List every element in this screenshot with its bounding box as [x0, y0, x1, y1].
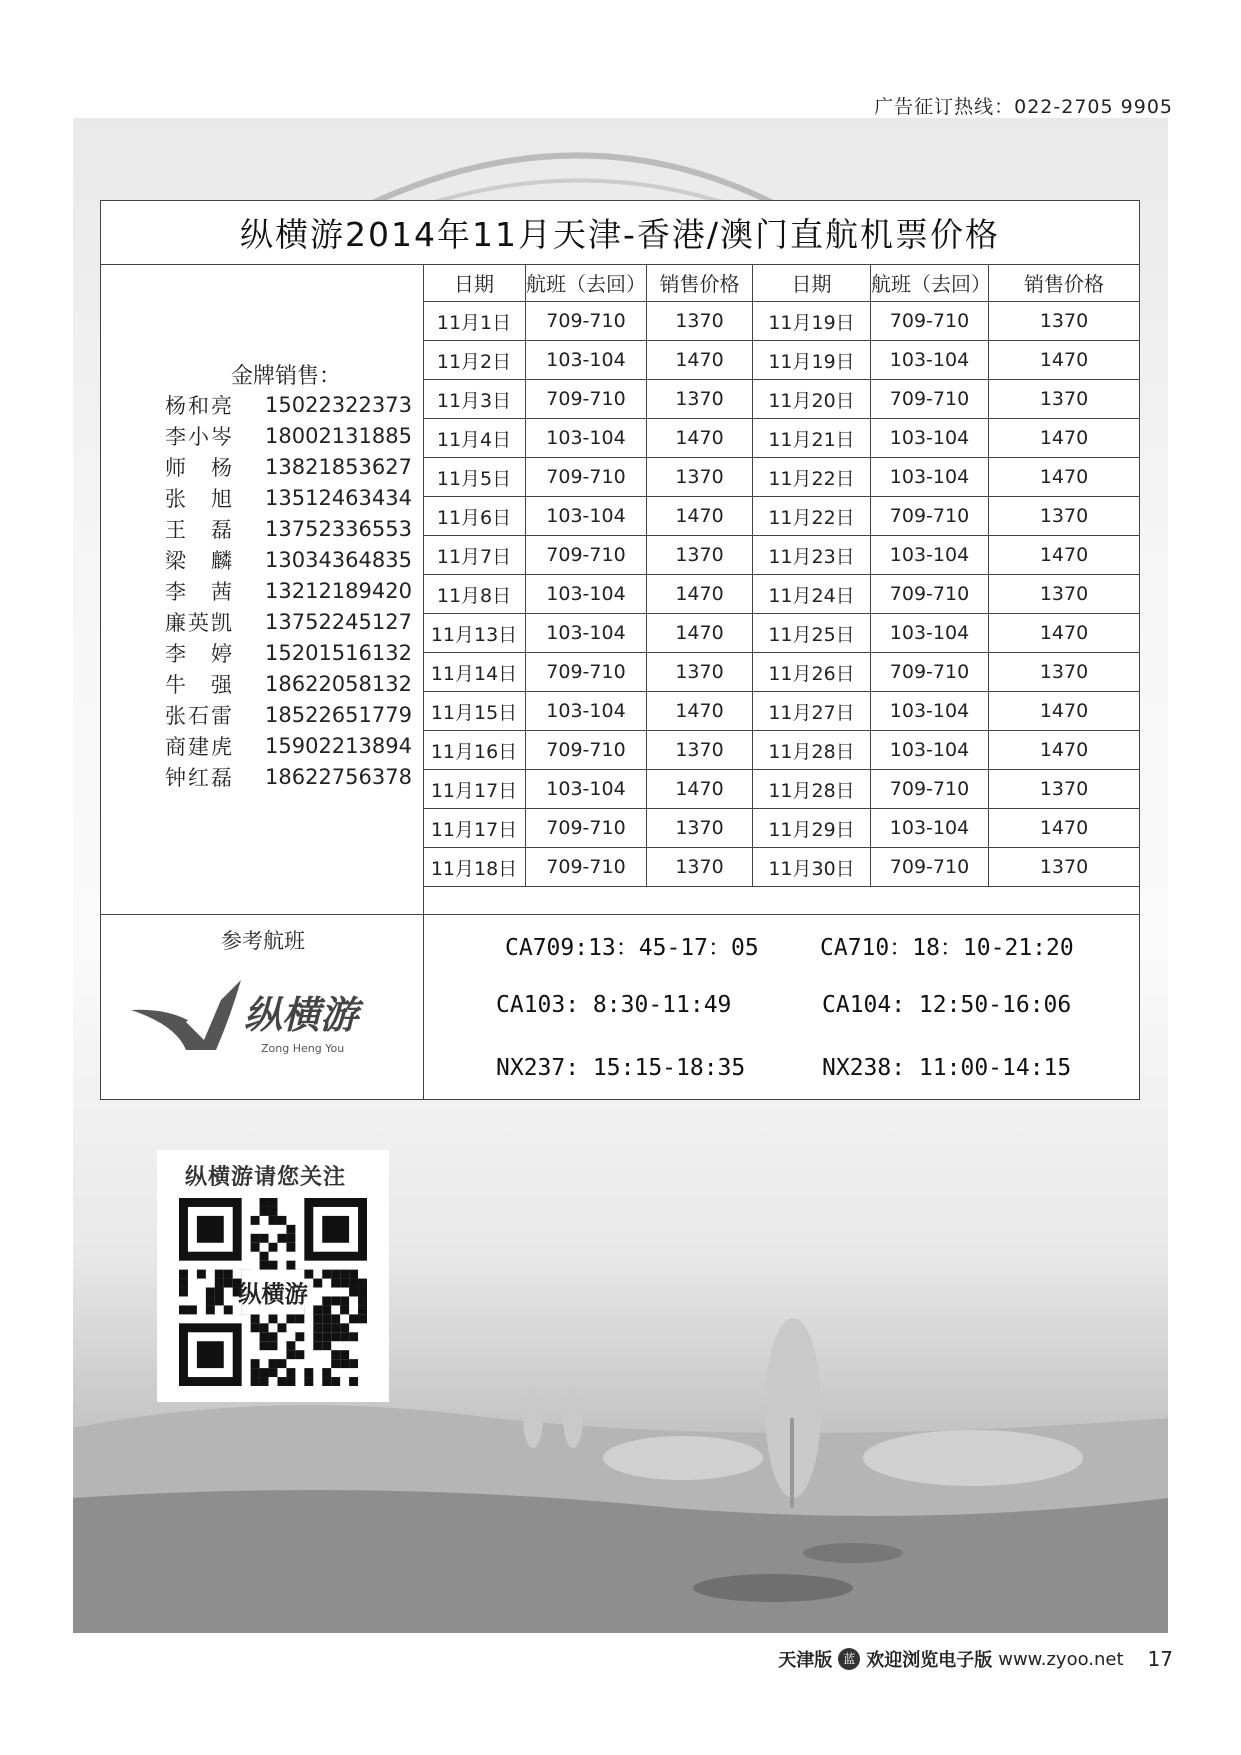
cell-date: 11月6日 — [423, 497, 526, 536]
cell-flight: 103-104 — [526, 341, 647, 380]
cell-price: 1470 — [989, 809, 1140, 848]
cell-date: 11月24日 — [753, 575, 871, 614]
col-header-flight: 航班（去回） — [526, 264, 647, 302]
cell-flight: 103-104 — [871, 809, 989, 848]
sales-phone: 15022322373 — [265, 392, 412, 417]
cell-flight: 103-104 — [871, 614, 989, 653]
table-header-row — [423, 264, 1139, 302]
cell-date: 11月16日 — [423, 731, 526, 770]
cell-price: 1370 — [647, 380, 753, 419]
sales-person — [165, 389, 412, 420]
cell-date: 11月25日 — [753, 614, 871, 653]
cell-price: 1370 — [989, 380, 1140, 419]
sales-name: 王 磊 — [165, 517, 234, 542]
cell-flight: 103-104 — [871, 731, 989, 770]
sales-name: 李 茜 — [165, 579, 234, 604]
cell-price: 1370 — [647, 653, 753, 692]
cell-date: 11月29日 — [753, 809, 871, 848]
cell-price: 1370 — [989, 575, 1140, 614]
sales-person — [165, 761, 412, 792]
footer — [778, 1646, 1173, 1672]
sales-name: 钟红磊 — [165, 765, 234, 790]
cell-date: 11月17日 — [423, 770, 526, 809]
cell-date: 11月28日 — [753, 770, 871, 809]
cell-date: 11月28日 — [753, 731, 871, 770]
cell-price: 1370 — [647, 536, 753, 575]
sales-person — [165, 637, 412, 668]
sales-person — [165, 730, 412, 761]
qr-panel — [157, 1150, 389, 1402]
sales-name: 杨和亮 — [165, 393, 234, 418]
cell-price: 1470 — [989, 341, 1140, 380]
sales-phone: 13752336553 — [265, 516, 412, 541]
sales-list — [165, 389, 412, 792]
sales-person — [165, 420, 412, 451]
cell-price: 1370 — [647, 809, 753, 848]
cell-date: 11月4日 — [423, 419, 526, 458]
sales-person — [165, 699, 412, 730]
sales-name: 牛 强 — [165, 672, 234, 697]
sales-person — [165, 575, 412, 606]
sales-phone: 13512463434 — [265, 485, 412, 510]
zongheng-logo — [126, 970, 386, 1060]
cell-price: 1370 — [647, 731, 753, 770]
table-row — [423, 536, 1139, 575]
cell-flight: 709-710 — [526, 302, 647, 341]
cell-price: 1470 — [989, 692, 1140, 731]
cell-flight: 103-104 — [526, 575, 647, 614]
cell-price: 1370 — [989, 302, 1140, 341]
sales-phone: 18622058132 — [265, 671, 412, 696]
cell-flight: 709-710 — [526, 536, 647, 575]
cell-flight: 103-104 — [871, 692, 989, 731]
cell-date: 11月8日 — [423, 575, 526, 614]
cell-date: 11月18日 — [423, 848, 526, 887]
sales-name: 李小岑 — [165, 424, 234, 449]
reference-left — [101, 915, 424, 1100]
cell-flight: 709-710 — [871, 497, 989, 536]
col-header-date: 日期 — [423, 264, 526, 302]
cell-price: 1470 — [647, 575, 753, 614]
cell-flight: 103-104 — [526, 419, 647, 458]
cell-flight: 709-710 — [526, 653, 647, 692]
cell-date: 11月15日 — [423, 692, 526, 731]
cell-date: 11月22日 — [753, 458, 871, 497]
cell-flight: 709-710 — [526, 848, 647, 887]
cell-date: 11月20日 — [753, 380, 871, 419]
cell-flight: 709-710 — [871, 575, 989, 614]
sales-person — [165, 668, 412, 699]
table-row — [423, 458, 1139, 497]
cell-price: 1370 — [989, 770, 1140, 809]
sales-person — [165, 606, 412, 637]
sales-phone: 13034364835 — [265, 547, 412, 572]
table-title: 纵横游2014年11月天津-香港/澳门直航机票价格 — [101, 201, 1139, 265]
sales-phone: 18522651779 — [265, 702, 412, 727]
cell-price: 1470 — [989, 419, 1140, 458]
table-row — [423, 731, 1139, 770]
cell-date: 11月7日 — [423, 536, 526, 575]
page-number: 17 — [1147, 1647, 1173, 1671]
cell-price: 1370 — [989, 848, 1140, 887]
edition-label: 天津版 — [778, 1650, 833, 1671]
sales-phone: 15201516132 — [265, 640, 412, 665]
table-row — [423, 419, 1139, 458]
qr-center-logo: 纵横游 — [238, 1280, 308, 1308]
sales-phone: 13821853627 — [265, 454, 412, 479]
sales-name: 张 旭 — [165, 486, 234, 511]
flight-time-nx238: NX238: 11:00-14:15 — [822, 1055, 1072, 1081]
table-row — [423, 653, 1139, 692]
flight-time-ca104: CA104: 12:50-16:06 — [822, 992, 1072, 1018]
table-row — [423, 770, 1139, 809]
cell-date: 11月22日 — [753, 497, 871, 536]
hotline-text: 广告征订热线：022-2705 9905 — [874, 96, 1173, 118]
table-row — [423, 341, 1139, 380]
sales-panel — [101, 264, 424, 914]
cell-price: 1370 — [989, 653, 1140, 692]
cell-price: 1470 — [647, 341, 753, 380]
sales-name: 梁 麟 — [165, 548, 234, 573]
cell-flight: 709-710 — [526, 380, 647, 419]
flight-times — [423, 915, 1139, 1100]
cell-flight: 709-710 — [871, 380, 989, 419]
sales-person — [165, 451, 412, 482]
col-header-price: 销售价格 — [989, 264, 1140, 302]
table-row — [423, 575, 1139, 614]
cell-price: 1470 — [647, 770, 753, 809]
col-header-flight: 航班（去回） — [871, 264, 989, 302]
cell-price: 1470 — [989, 536, 1140, 575]
reference-flights-section — [101, 914, 1139, 1100]
cell-flight: 709-710 — [871, 653, 989, 692]
cell-date: 11月13日 — [423, 614, 526, 653]
reference-title: 参考航班 — [221, 929, 305, 953]
cell-date: 11月19日 — [753, 302, 871, 341]
sales-name: 师 杨 — [165, 455, 234, 480]
cell-flight: 103-104 — [526, 770, 647, 809]
cell-flight: 709-710 — [526, 458, 647, 497]
sales-name: 廉英凯 — [165, 610, 234, 635]
website-link[interactable]: www.zyoo.net — [998, 1648, 1124, 1670]
qr-code[interactable] — [179, 1198, 367, 1386]
cell-date: 11月23日 — [753, 536, 871, 575]
cell-price: 1370 — [647, 302, 753, 341]
cell-flight: 709-710 — [871, 848, 989, 887]
cell-date: 11月17日 — [423, 809, 526, 848]
table-row — [423, 614, 1139, 653]
cell-flight: 709-710 — [526, 809, 647, 848]
col-header-price: 销售价格 — [647, 264, 753, 302]
cell-price: 1470 — [647, 497, 753, 536]
sales-phone: 18622756378 — [265, 764, 412, 789]
flight-time-nx237: NX237: 15:15-18:35 — [496, 1055, 746, 1081]
table-row — [423, 302, 1139, 341]
sales-name: 李 婷 — [165, 641, 234, 666]
sales-phone: 13752245127 — [265, 609, 412, 634]
edition-icon: 蓝 — [838, 1648, 860, 1670]
cell-price: 1470 — [647, 614, 753, 653]
cell-flight: 103-104 — [871, 458, 989, 497]
sales-person — [165, 544, 412, 575]
sales-person — [165, 482, 412, 513]
cell-price: 1470 — [647, 692, 753, 731]
qr-title: 纵横游请您关注 — [185, 1165, 347, 1190]
cell-price: 1370 — [647, 458, 753, 497]
sales-name: 张石雷 — [165, 703, 234, 728]
cell-flight: 709-710 — [526, 731, 647, 770]
table-row — [423, 692, 1139, 731]
cell-date: 11月26日 — [753, 653, 871, 692]
cell-price: 1470 — [989, 458, 1140, 497]
cell-flight: 103-104 — [871, 419, 989, 458]
cell-date: 11月30日 — [753, 848, 871, 887]
cell-flight: 103-104 — [526, 692, 647, 731]
sales-phone: 18002131885 — [265, 423, 412, 448]
price-table — [423, 264, 1139, 887]
table-row — [423, 380, 1139, 419]
sales-phone: 13212189420 — [265, 578, 412, 603]
logo-text-cn: 纵横游 — [244, 993, 359, 1037]
cell-date: 11月14日 — [423, 653, 526, 692]
flight-time-ca103: CA103: 8:30-11:49 — [496, 992, 732, 1018]
cell-flight: 103-104 — [871, 341, 989, 380]
table-row — [423, 809, 1139, 848]
sales-name: 商建虎 — [165, 734, 234, 759]
table-row — [423, 497, 1139, 536]
cell-date: 11月19日 — [753, 341, 871, 380]
cell-flight: 103-104 — [526, 497, 647, 536]
table-row — [423, 848, 1139, 887]
col-header-date: 日期 — [753, 264, 871, 302]
sales-person — [165, 513, 412, 544]
sales-title: 金牌销售： — [231, 364, 342, 389]
cell-date: 11月21日 — [753, 419, 871, 458]
welcome-text: 欢迎浏览电子版 — [866, 1650, 993, 1671]
cell-date: 11月2日 — [423, 341, 526, 380]
sales-phone: 15902213894 — [265, 733, 412, 758]
flight-time-ca710: CA710：18：10-21:20 — [820, 935, 1074, 961]
cell-date: 11月27日 — [753, 692, 871, 731]
logo-text-en: Zong Heng You — [261, 1042, 345, 1055]
cell-price: 1370 — [647, 848, 753, 887]
cell-price: 1470 — [989, 731, 1140, 770]
cell-price: 1370 — [989, 497, 1140, 536]
cell-date: 11月1日 — [423, 302, 526, 341]
price-table-box — [100, 200, 1140, 1100]
cell-flight: 103-104 — [526, 614, 647, 653]
cell-price: 1470 — [989, 614, 1140, 653]
cell-flight: 103-104 — [871, 536, 989, 575]
cell-date: 11月3日 — [423, 380, 526, 419]
flight-time-ca709: CA709:13：45-17：05 — [505, 935, 759, 961]
cell-price: 1470 — [647, 419, 753, 458]
cell-flight: 709-710 — [871, 770, 989, 809]
cell-date: 11月5日 — [423, 458, 526, 497]
cell-flight: 709-710 — [871, 302, 989, 341]
